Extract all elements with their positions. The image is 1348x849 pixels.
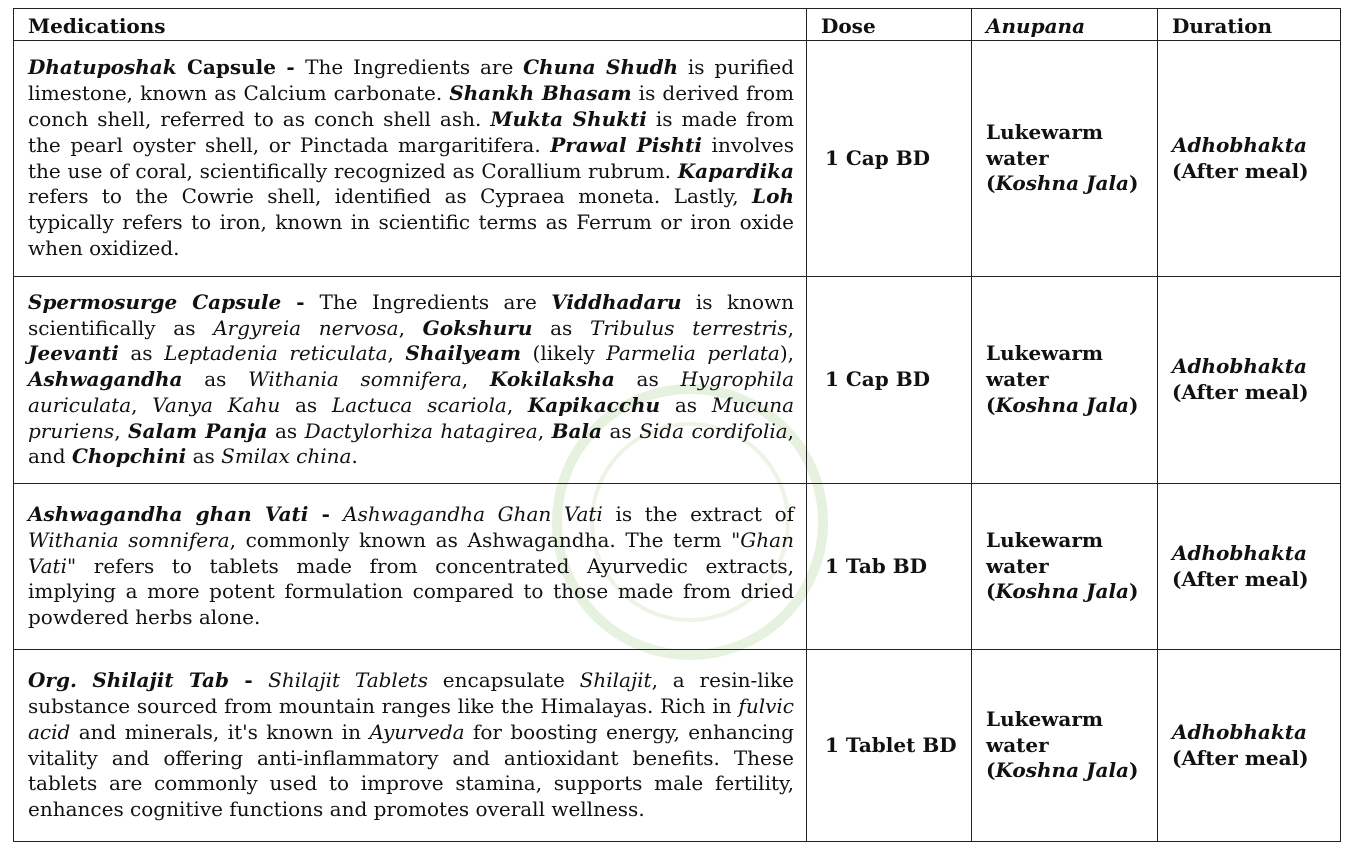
medications-table bbox=[13, 8, 1341, 842]
header-anupana: Anupana bbox=[972, 9, 1158, 41]
dose-value: 1 Tab BD bbox=[807, 484, 972, 650]
medication-description: Spermosurge Capsule - The Ingredients are Viddhadaru is known scientifically as Argyreia nervosa, Gokshuru as Tribulus terrestris, Jeevanti as Leptadenia reticulata, Shailyeam (likely Parmelia perlata), Ashwagandha as Withania somnifera, Kokilaksha as Hygrophila auriculata, Vanya Kahu as Lactuca scariola, Kapikacchu as Mucuna pruriens, Salam Panja as Dactylorhiza hatagirea, Bala as Sida cordifolia, and Chopchini as Smilax china. bbox=[14, 277, 807, 484]
anupana-value: Lukewarm water (Koshna Jala) bbox=[972, 277, 1158, 484]
table-row bbox=[14, 650, 1341, 842]
duration-value: Adhobhakta (After meal) bbox=[1158, 41, 1341, 277]
medication-description: Ashwagandha ghan Vati - Ashwagandha Ghan Vati is the extract of Withania somnifera, commonly known as Ashwagandha. The term "Ghan Vati" refers to tablets made from concentrated Ayurvedic extracts, implying a more potent formulation compared to those made from dried powdered herbs alone. bbox=[14, 484, 807, 650]
duration-value: Adhobhakta (After meal) bbox=[1158, 277, 1341, 484]
table-row bbox=[14, 41, 1341, 277]
duration-value: Adhobhakta (After meal) bbox=[1158, 484, 1341, 650]
header-duration: Duration bbox=[1158, 9, 1341, 41]
dose-value: 1 Tablet BD bbox=[807, 650, 972, 842]
dose-value: 1 Cap BD bbox=[807, 41, 972, 277]
duration-value: Adhobhakta (After meal) bbox=[1158, 650, 1341, 842]
anupana-value: Lukewarm water (Koshna Jala) bbox=[972, 650, 1158, 842]
table-row bbox=[14, 484, 1341, 650]
table-header-row bbox=[14, 9, 1341, 41]
medication-description: Dhatuposhak Capsule - The Ingredients are Chuna Shudh is purified limestone, known as Calcium carbonate. Shankh Bhasam is derived from conch shell, referred to as conch shell ash. Mukta Shukti is made from the pearl oyster shell, or Pinctada margaritifera. Prawal Pishti involves the use of coral, scientifically recognized as Corallium rubrum. Kapardika refers to the Cowrie shell, identified as Cypraea moneta. Lastly, Loh typically refers to iron, known in scientific terms as Ferrum or iron oxide when oxidized. bbox=[14, 41, 807, 277]
header-medications: Medications bbox=[14, 9, 807, 41]
anupana-value: Lukewarm water (Koshna Jala) bbox=[972, 41, 1158, 277]
table-row bbox=[14, 277, 1341, 484]
medication-description: Org. Shilajit Tab - Shilajit Tablets encapsulate Shilajit, a resin-like substance sourced from mountain ranges like the Himalayas. Rich in fulvic acid and minerals, it's known in Ayurveda for boosting energy, enhancing vitality and offering anti-inflammatory and antioxidant benefits. These tablets are commonly used to improve stamina, supports male fertility, enhances cognitive functions and promotes overall wellness. bbox=[14, 650, 807, 842]
anupana-value: Lukewarm water (Koshna Jala) bbox=[972, 484, 1158, 650]
header-dose: Dose bbox=[807, 9, 972, 41]
dose-value: 1 Cap BD bbox=[807, 277, 972, 484]
